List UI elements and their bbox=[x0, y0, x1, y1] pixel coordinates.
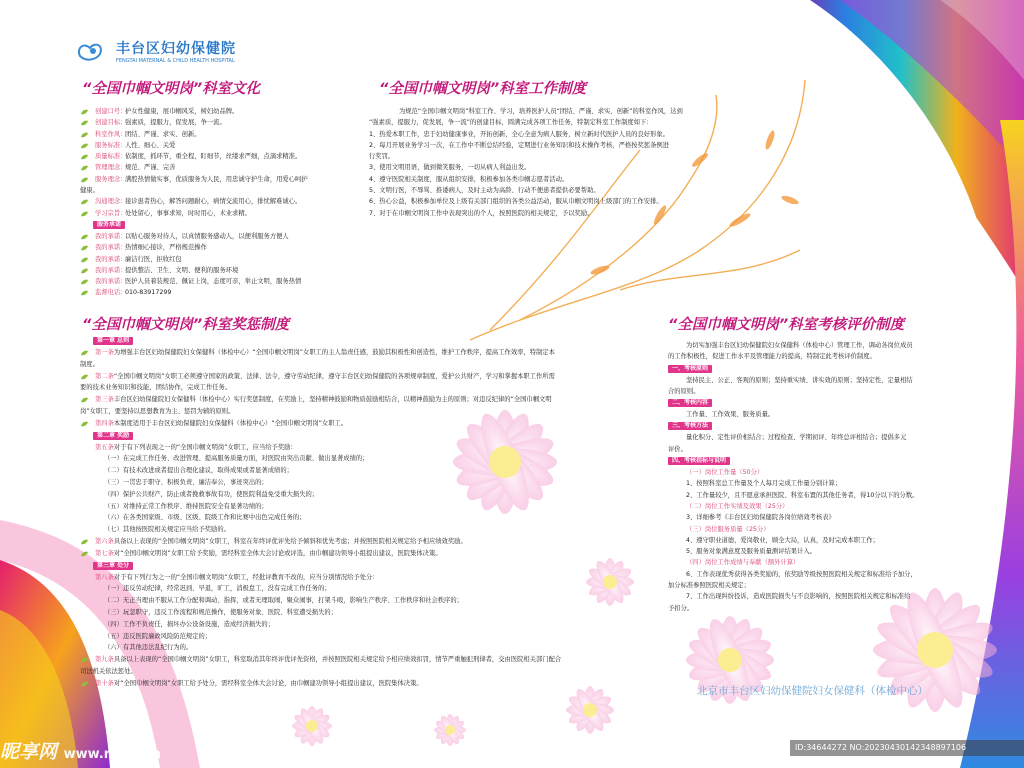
work-rule: 5、文明行医，不辱骂、推诿病人，及时主动为高龄、行动不便患者提供必要帮助。 bbox=[369, 187, 600, 195]
clause-line: 要的技术业务知识和技能，团结协作，完成工作任务。 bbox=[80, 384, 232, 392]
assess-s1a: 1、按照科室总工作量及个人每月完成工作量分别计算； bbox=[686, 480, 842, 488]
clause-line: 第四条 本制度适用于丰台区妇幼保健院妇女保健科（体检中心）“全国巾帼文明岗”女职工。 bbox=[80, 418, 635, 430]
culture-item: 服务理念： 满腔热情做实事，优质服务为人民，用忠诚守护生命，用爱心呵护 bbox=[80, 174, 365, 185]
clause-subitem: （五）违反医院廉政风险防范规定的； bbox=[104, 632, 212, 640]
promise-item: 我的承诺： 提供整洁、卫生、文明、便利的服务环境 bbox=[80, 265, 365, 276]
promise-item: 我的承诺： 医护人员着装规范、佩证上岗，态度可亲，举止文明，服务热情 bbox=[80, 276, 365, 287]
assess-p3-1: 量化积分、定性评价相结合；过程检查、学期初评、年终总评相结合；提倡多元 bbox=[686, 434, 907, 442]
clause-subitem: （六）在各类国家级、市级、区级、院级工作和比赛中出色完成任务的； bbox=[104, 514, 306, 522]
assess-s1: （一）岗位工作量（50分） bbox=[686, 469, 764, 477]
assess-s4b-1: 7、工作出现纠纷投诉，造成医院损失与不良影响的，按照医院相关规定和标准给 bbox=[686, 593, 911, 601]
culture-title: “全国巾帼文明岗”科室文化 bbox=[82, 81, 261, 97]
clause-subitem: （四）工作不负责任，损坏办公设备设施，造成经济损失的； bbox=[104, 620, 275, 628]
assess-s4: （四）岗位工作成绩与奉献（额外计算） bbox=[686, 559, 800, 567]
culture-item: 服务标准： 人性、细心、关爱 bbox=[80, 140, 365, 151]
logo-icon bbox=[74, 38, 112, 64]
clause-subitem: （二）无正当理由不服从工作分配和调动、指挥，或者无理取闹，聚众闹事，打架斗殴，影响生产秩序、工作秩序和社会秩序的； bbox=[104, 597, 463, 605]
promise-item: 监督电话： 010-83917299 bbox=[80, 287, 365, 298]
assess-section bbox=[668, 340, 958, 614]
work-rule: 行奖罚。 bbox=[369, 153, 395, 161]
department-footer: 北京市丰台区妇幼保健院妇女保健科（体检中心） bbox=[697, 685, 928, 697]
clause-subitem: （七）其他按医院相关规定应当给予奖励的。 bbox=[104, 526, 230, 534]
assess-s3a: 4、遵守职业道德，爱岗敬业，顾全大局，认真，及时完成本职工作； bbox=[686, 536, 879, 544]
work-rule: 4、遵守医院相关制度，服从组织安排，积极参加各类巾帼志愿者活动。 bbox=[369, 175, 569, 183]
work-section bbox=[369, 106, 749, 219]
assess-s4b-2: 予扣分。 bbox=[668, 604, 694, 612]
clause-subitem: （四）保护公共财产，防止或者挽救事故有功，使医院利益免受重大损失的； bbox=[104, 490, 319, 498]
culture-item: 学习宗旨： 处处留心，事事求知，时时用心，术业求精。 bbox=[80, 208, 365, 219]
culture-item: 管理理念： 规范、严谨、完善 bbox=[80, 162, 365, 173]
assess-h2: 二、考核内容 bbox=[668, 399, 712, 407]
promise-heading: 服务承诺 bbox=[93, 221, 125, 229]
chapter-2-heading: 第二章 奖励 bbox=[93, 432, 133, 440]
assess-s2: （二）岗位工作实绩及效果（25分） bbox=[686, 502, 789, 510]
clause-line: 第二条 “全国巾帼文明岗”女职工必须遵守国家的政策、法律、法令，遵守劳动纪律，遵守丰台区妇幼保健院的各项规章制度，爱护公共财产，学习和掌握本职工作所需 bbox=[80, 371, 635, 383]
assess-h3: 三、考核方法 bbox=[668, 422, 712, 430]
assess-p3-2: 评价。 bbox=[668, 445, 687, 453]
watermark: 昵享网 www.nipic.cn bbox=[0, 741, 161, 763]
work-rule: 7、对于在巾帼文明岗工作中表现突出的个人，按照医院的相关规定，予以奖励。 bbox=[369, 209, 594, 217]
culture-item: 沟通理念： 接诊患者热心，解答问题耐心，病情交流用心，排忧解难诚心。 bbox=[80, 196, 365, 207]
assess-s4a-1: 6、工作表现优秀获得各类奖励的，依奖励等级按照医院相关规定和标准给予加分， bbox=[686, 570, 917, 578]
assess-intro-1: 为切实加强丰台区妇幼保健院妇女保健科（体检中心）管理工作，调动各岗位成员 bbox=[686, 342, 913, 349]
clause-subitem: （五）对维持正常工作秩序、维持医院安全有显著功绩的； bbox=[104, 502, 268, 510]
culture-section bbox=[80, 106, 365, 299]
assess-title: “全国巾帼文明岗”科室考核评价制度 bbox=[668, 317, 905, 333]
assess-s4a-2: 加分标准参照医院相关规定； bbox=[668, 582, 750, 590]
assess-s1b: 2、工作量较少，且不愿意承担医院、科室布置的其他任务者，得10分以下的分数。 bbox=[686, 491, 919, 499]
work-intro-2: “强素质，提服力，促发展，争一流”的创建目标，圆满完成各项工作任务，特制定科室工作制度如下： bbox=[369, 119, 653, 127]
work-title: “全国巾帼文明岗”科室工作制度 bbox=[379, 81, 587, 97]
culture-item: 科室作风： 团结、严谨、求实、创新。 bbox=[80, 129, 365, 140]
clause-line: 第十条 对“全国巾帼文明岗”女职工给予处分，需经科室全体大会讨论，由巾帼建功领导小组提出建议，医院集体决策。 bbox=[80, 678, 635, 690]
org-name: 丰台区妇幼保健院 bbox=[116, 41, 236, 57]
image-id-bar: ID:34644272 NO:20230430142348897106 bbox=[790, 740, 1024, 756]
clause-subitem: （一）在完成工作任务、改进管理、提高服务质量方面，对医院由突出贡献、做出显著成绩的； bbox=[104, 455, 369, 463]
clause-subitem: （一）违反劳动纪律，经常迟到、早退，旷工，消极怠工，没有完成工作任务的； bbox=[104, 585, 331, 593]
promise-item: 我的承诺： 廉洁行医，拒收红包 bbox=[80, 254, 365, 265]
culture-item: 质量标准： 依制度，抓环节，重全程，盯细节，丝缕求严细，点滴求精准。 bbox=[80, 151, 365, 162]
chapter-1-heading: 第一章 总则 bbox=[93, 337, 133, 345]
clause-subitem: （二）有技术改进或者提出合理化建议，取得成果或者显著成绩的； bbox=[104, 467, 293, 475]
clause-line: 制度。 bbox=[80, 360, 99, 368]
clause-5: 第五条 对于有下列表现之一的“全国巾帼文明岗”女职工，应当给予奖励： bbox=[95, 443, 297, 451]
work-rule: 3、使用文明用语，做到微笑服务，一切从病人利益出发。 bbox=[369, 164, 531, 172]
clause-line: 第三条 丰台区妇幼保健院妇女保健科（体检中心）实行奖惩制度，在奖励上，坚持精神鼓励和物质鼓励相结合，以精神鼓励为主的原则；对违反纪律的“全国巾帼文明 bbox=[80, 394, 635, 406]
culture-item: 创建口号： 护女性健康，展巾帼风采，树妇幼品牌。 bbox=[80, 106, 365, 117]
clause-line: 司法机关依法惩处。 bbox=[80, 667, 137, 675]
assess-h1: 一、考核原则 bbox=[668, 365, 712, 373]
assess-s2a: 3、详细参考《丰台区妇幼保健院各岗位绩效考核表》 bbox=[686, 514, 835, 522]
work-rule: 2、每月开展业务学习一次，在工作中不断总结经验，定期进行业务知识和技术操作考核，严格按奖惩条例进 bbox=[369, 141, 669, 149]
org-name-en: FENGTAI MATERNAL & CHILD HEALTH HOSPITAL bbox=[116, 58, 235, 64]
clause-subitem: （三）一贯忠于职守、积极负责、廉洁奉公，事迹突出的； bbox=[104, 478, 268, 486]
assess-p2: 工作量、工作效果、服务质量。 bbox=[686, 411, 775, 419]
promise-item: 我的承诺： 以贴心服务对待人，以真情服务感动人，以便利服务方便人 bbox=[80, 231, 365, 242]
assess-s3b: 5、服务对象满意度及服务质量测评结果计入。 bbox=[686, 548, 816, 556]
clause-line: 第六条 具备以上表现的“全国巾帼文明岗”女职工，科室在年终评优评先给予倾斜和优先考虑；并按照医院相关规定给予相应绩效奖励。 bbox=[80, 536, 635, 548]
assess-s3: （三）岗位服务质量（25分） bbox=[686, 525, 770, 533]
work-rule: 6、热心公益，积极参加单位及上级有关部门组织的各类公益活动，服从巾帼文明岗上级部门的工作安排。 bbox=[369, 198, 663, 206]
culture-item: 创建目标： 强素质，提服力，促发展，争一流。 bbox=[80, 117, 365, 128]
assess-intro-2: 的工作积极性，促进工作水平及管理能力的提高，特制定此考核评价制度。 bbox=[668, 353, 876, 361]
clause-subitem: （六）有其他违法乱纪行为的。 bbox=[104, 644, 193, 652]
reward-section bbox=[80, 335, 635, 690]
clause-line: 第七条 对“全国巾帼文明岗”女职工给予奖励，需经科室全体大会讨论或评选，由巾帼建功领导小组提出建议，医院集体决策。 bbox=[80, 548, 635, 560]
clause-line: 第九条 具备以上表现的“全国巾帼文明岗”女职工，科室取消其年终评优评先资格，并按照医院相关规定给予相应绩效扣罚，情节严重触犯刑律者，交由医院相关部门配合 bbox=[80, 654, 635, 666]
assess-p1-1: 坚持民主、公正、客观的原则；坚持重实绩、讲实效的原则；坚持定性、定量相结 bbox=[686, 376, 913, 384]
assess-h4: 四、考核指标与说明 bbox=[668, 457, 730, 465]
clause-line: 第一条 为增强丰台区妇幼保健院妇女保健科（体检中心）“全国巾帼文明岗”女职工的主人翁责任感，鼓励其积极性和创造性，维护工作秩序，提高工作效率，特制定本 bbox=[80, 347, 635, 359]
reward-title: “全国巾帼文明岗”科室奖惩制度 bbox=[82, 317, 290, 333]
work-rule: 1、热爱本职工作，忠于妇幼健康事业，开拓创新，全心全意为病人服务，树立新时代医护人员的良好形象。 bbox=[369, 130, 669, 138]
clause-8: 第八条 对于有下列行为之一的“全国巾帼文明岗”女职工，经批评教育不改的，应当分别情况给予处分： bbox=[95, 573, 379, 581]
hospital-logo bbox=[74, 38, 236, 64]
culture-wrap-line: 健康。 bbox=[80, 187, 99, 195]
assess-p1-2: 合的原则。 bbox=[668, 387, 700, 395]
clause-subitem: （三）玩忽职守，违反工作流程和规范操作，使服务对象、医院、科室遭受损失的； bbox=[104, 608, 337, 616]
clause-line: 岗”女职工，要坚持以思想教育为主、惩罚为辅的原则。 bbox=[80, 407, 235, 415]
chapter-3-heading: 第三章 处分 bbox=[93, 562, 133, 570]
work-intro-1: 为规范“全国巾帼文明岗”科室工作、学习，培养医护人员“团结、严谨、求实、创新”的科室作风，达到 bbox=[399, 108, 683, 115]
promise-item: 我的承诺： 热情细心接诊，严格规范操作 bbox=[80, 242, 365, 253]
